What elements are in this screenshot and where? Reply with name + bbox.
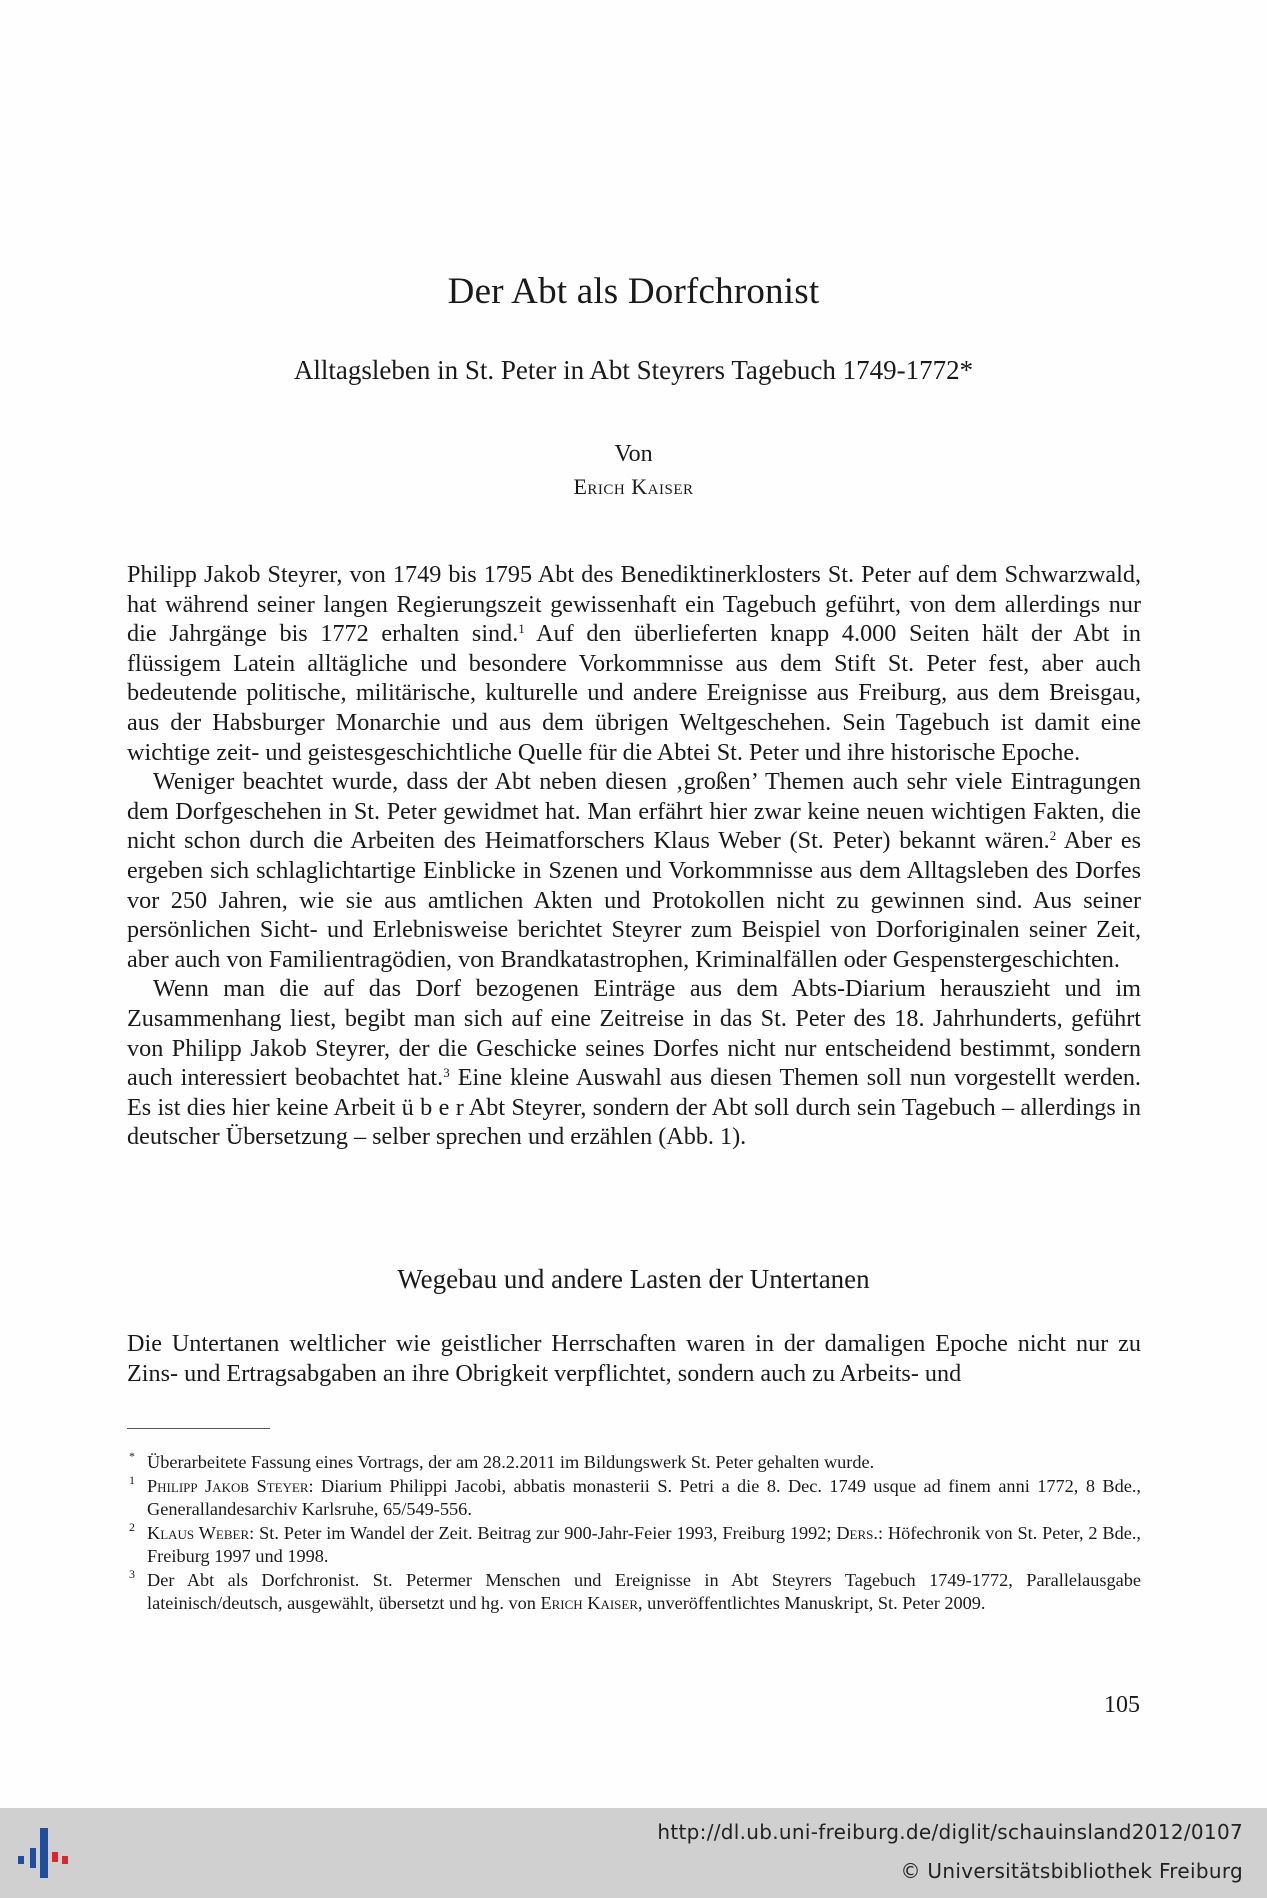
paragraph-2: Weniger beachtet wurde, dass der Abt neben diesen ‚großen’ Themen auch sehr viele Eintragungen dem Dorfgeschehen in St. Peter gewidmet hat. Man erfährt hier zwar keine neuen wichtigen Fakten, die nicht schon durch die Arbeiten des Heimatforschers Klaus Weber (St. Peter) bekannt wären.$^2$ Aber es ergeben sich schlaglichtartige Einblicke in Szenen und Vorkommnisse aus dem Alltagsleben des Dorfes vor 250 Jahren, wie sie aus amtlichen Akten und Protokollen nicht zu gewinnen sind. Aus seiner persönlichen Sicht- und Erlebnisweise berichtet Steyrer zum Beispiel von Dorforiginalen seiner Zeit, aber auch von Familientragödien, von Brandkatastrophen, Kriminalfällen oder Gespenstergeschichten. [127, 768, 1141, 973]
footnote-divider [127, 1428, 270, 1429]
body-text-section-2 [127, 1329, 1141, 1388]
footnote-ref-3: 3 [443, 1065, 450, 1081]
footnote-1: 1 Philipp Jakob Steyer: Diarium Philippi Jacobi, abbatis monasterii S. Petri a die 8. Dec. 1749 usque ad finem anni 1772, 8 Bde., Generallandesarchiv Karlsruhe, 65/549-556. [129, 1472, 1141, 1519]
section-heading: Wegebau und andere Lasten der Untertanen [397, 1264, 870, 1294]
footnote-ref-1: 1 [518, 621, 525, 637]
footnotes [127, 1451, 1141, 1616]
paragraph-1: Philipp Jakob Steyrer, von 1749 bis 1795 Abt des Benediktinerklosters St. Peter auf dem Schwarzwald, hat während seiner langen Regierungszeit gewissenhaft ein Tagebuch geführt, von dem allerdings nur die Jahrgänge bis 1772 erhalten sind.$^1$ Auf den überlieferten knapp 4.000 Seiten hält der Abt in flüssigem Latein alltägliche und besondere Vorkommnisse aus dem Stift St. Peter fest, aber auch bedeutende politische, militärische, kulturelle und andere Ereignisse aus Freiburg, aus dem Breisgau, aus der Habsburger Monarchie und aus dem übrigen Weltgeschehen. Sein Tagebuch ist damit eine wichtige zeit- und geistesgeschichtliche Quelle für die Abtei St. Peter und ihre historische Epoche. [127, 561, 1141, 766]
byline-label: Von [614, 441, 653, 467]
source-url-link[interactable]: http://dl.ub.uni-freiburg.de/diglit/schauinsland2012/0107 [657, 1820, 1243, 1844]
ub-freiburg-logo-icon [10, 1822, 80, 1882]
footnote-ref-2: 2 [1049, 828, 1057, 844]
article-subtitle: Alltagsleben in St. Peter in Abt Steyrers Tagebuch 1749-1772* [293, 355, 974, 385]
copyright-text: © Universitätsbibliothek Freiburg [900, 1859, 1243, 1883]
author-name: Erich Kaiser [573, 474, 694, 499]
body-text-section-1 [127, 560, 1141, 1152]
footnote-3: 3 Der Abt als Dorfchronist. St. Petermer Menschen und Ereignisse in Abt Steyrers Tagebuch 1749-1772, Parallelausgabe lateinisch/deutsch, ausgewählt, übersetzt und hg. von Erich Kaiser, unveröffentlichtes Manuskript, St. Peter 2009. [129, 1566, 1141, 1613]
paragraph-3: Wenn man die auf das Dorf bezogenen Einträge aus dem Abts-Diarium herauszieht und im Zusammenhang liest, begibt man sich auf eine Zeitreise in das St. Peter des 18. Jahrhunderts, geführt von Philipp Jakob Steyrer, der die Geschicke seines Dorfes nicht nur entscheidend bestimmt, sondern auch interessiert beobachtet hat.$^3$ Eine kleine Auswahl aus diesen Themen soll nun vorgestellt werden. Es ist dies hier keine Arbeit ü b e r Abt Steyrer, sondern der Abt soll durch sein Tagebuch – allerdings in deutscher Übersetzung – selber sprechen und erzählen (Abb. 1). [127, 975, 1141, 1151]
page-number: 105 [1104, 1692, 1140, 1718]
footer-bar [0, 1808, 1267, 1898]
footnote-star: * Überarbeitete Fassung eines Vortrags, der am 28.2.2011 im Bildungswerk St. Peter gehalten wurde. [129, 1449, 875, 1472]
footnote-2: 2 Klaus Weber: St. Peter im Wandel der Zeit. Beitrag zur 900-Jahr-Feier 1993, Freiburg 1992; Ders.: Höfechronik von St. Peter, 2 Bde., Freiburg 1997 und 1998. [129, 1519, 1141, 1566]
paragraph-4: Die Untertanen weltlicher wie geistlicher Herrschaften waren in der damaligen Epoche nicht nur zu Zins- und Ertragsabgaben an ihre Obrigkeit verpflichtet, sondern auch zu Arbeits- und [127, 1330, 1141, 1387]
article-title: Der Abt als Dorfchronist [447, 271, 820, 312]
